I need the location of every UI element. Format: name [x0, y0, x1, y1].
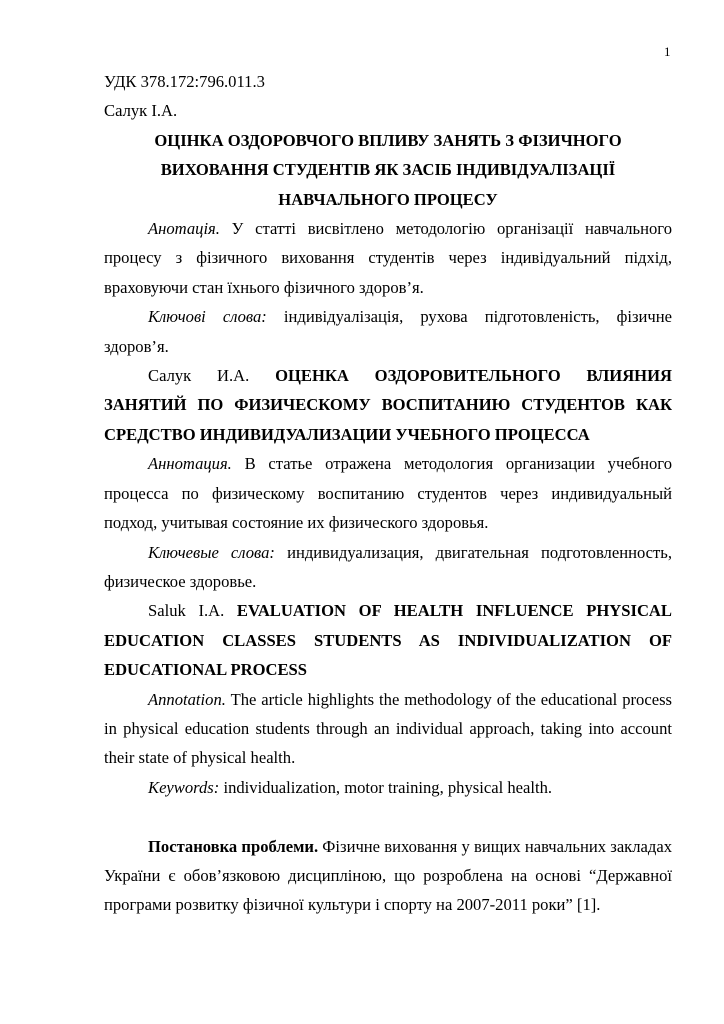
problem-statement: [104, 832, 672, 920]
keywords-ru-label: Ключевые слова:: [148, 542, 275, 562]
udk-code: УДК 378.172:796.011.3: [104, 72, 265, 91]
abstract-ru-text: В статье отражена методология организации учебного процесса по физическому воспитанию студентов через индивидуальный подход, учитывая состояние их физического здоровья.: [104, 454, 672, 533]
title-ru: ОЦЕНКА ОЗДОРОВИТЕЛЬНОГО ВЛИЯНИЯ ЗАНЯТИЙ ПО ФИЗИЧЕСКОМУ ВОСПИТАНИЮ СТУДЕНТОВ КАК СРЕДСТВО ИНДИВИДУАЛИЗАЦИИ УЧЕБНОГО ПРОЦЕССА: [104, 366, 672, 444]
author-ru: Салук И.А.: [148, 366, 250, 386]
abstract-ua-text: У статті висвітлено методологію організації навчального процесу з фізичного виховання студентів через індивідуальний підхід, враховуючи стан їхнього фізичного здоров’я.: [104, 219, 672, 297]
author-ua: Салук І.А.: [104, 101, 178, 121]
keywords-en-text: individualization, motor training, physical health.: [223, 777, 553, 797]
heading-ru: [104, 361, 672, 449]
keywords-ru: [104, 538, 672, 597]
abstract-en-text: The article highlights the methodology of the educational process in physical education students through an individual approach, taking into account their state of physical health.: [104, 689, 672, 768]
keywords-ru-text: индивидуализация, двигательная подготовленность, физическое здоровье.: [104, 542, 673, 591]
article-body: [104, 67, 672, 920]
title-en: EVALUATION OF HEALTH INFLUENCE PHYSICAL EDUCATION CLASSES STUDENTS AS INDIVIDUALIZATION OF EDUCATIONAL PROCESS: [104, 601, 672, 680]
abstract-en: [104, 685, 672, 773]
keywords-ua-label: Ключові слова:: [148, 307, 267, 327]
abstract-ru-label: Аннотация.: [148, 454, 232, 474]
keywords-ua-text: індивідуалізація, рухова підготовленість, фізичне здоров’я.: [104, 307, 672, 356]
keywords-en: [104, 773, 672, 802]
abstract-ua: [104, 214, 672, 302]
problem-label: Постановка проблеми.: [148, 836, 319, 856]
abstract-en-label: Annotation.: [148, 689, 226, 709]
heading-en: [104, 596, 672, 684]
keywords-ua: [104, 302, 672, 361]
page-number: 1: [664, 44, 671, 59]
section-spacer: [104, 802, 672, 831]
keywords-en-label: Keywords:: [148, 777, 220, 797]
problem-text: Фізичне виховання у вищих навчальних закладах України є обов’язковою дисципліною, що розроблена на основі “Державної програми розвитку фізичної культури і спорту на 2007-2011 роки” [1].: [104, 836, 672, 915]
abstract-ru: [104, 449, 672, 537]
abstract-ua-label: Анотація.: [148, 219, 220, 239]
author-en: Saluk I.A.: [148, 601, 225, 621]
title-ua: ОЦІНКА ОЗДОРОВЧОГО ВПЛИВУ ЗАНЯТЬ З ФІЗИЧНОГО ВИХОВАННЯ СТУДЕНТІВ ЯК ЗАСІБ ІНДИВІДУАЛІЗАЦІЇ НАВЧАЛЬНОГО ПРОЦЕСУ: [154, 130, 622, 209]
